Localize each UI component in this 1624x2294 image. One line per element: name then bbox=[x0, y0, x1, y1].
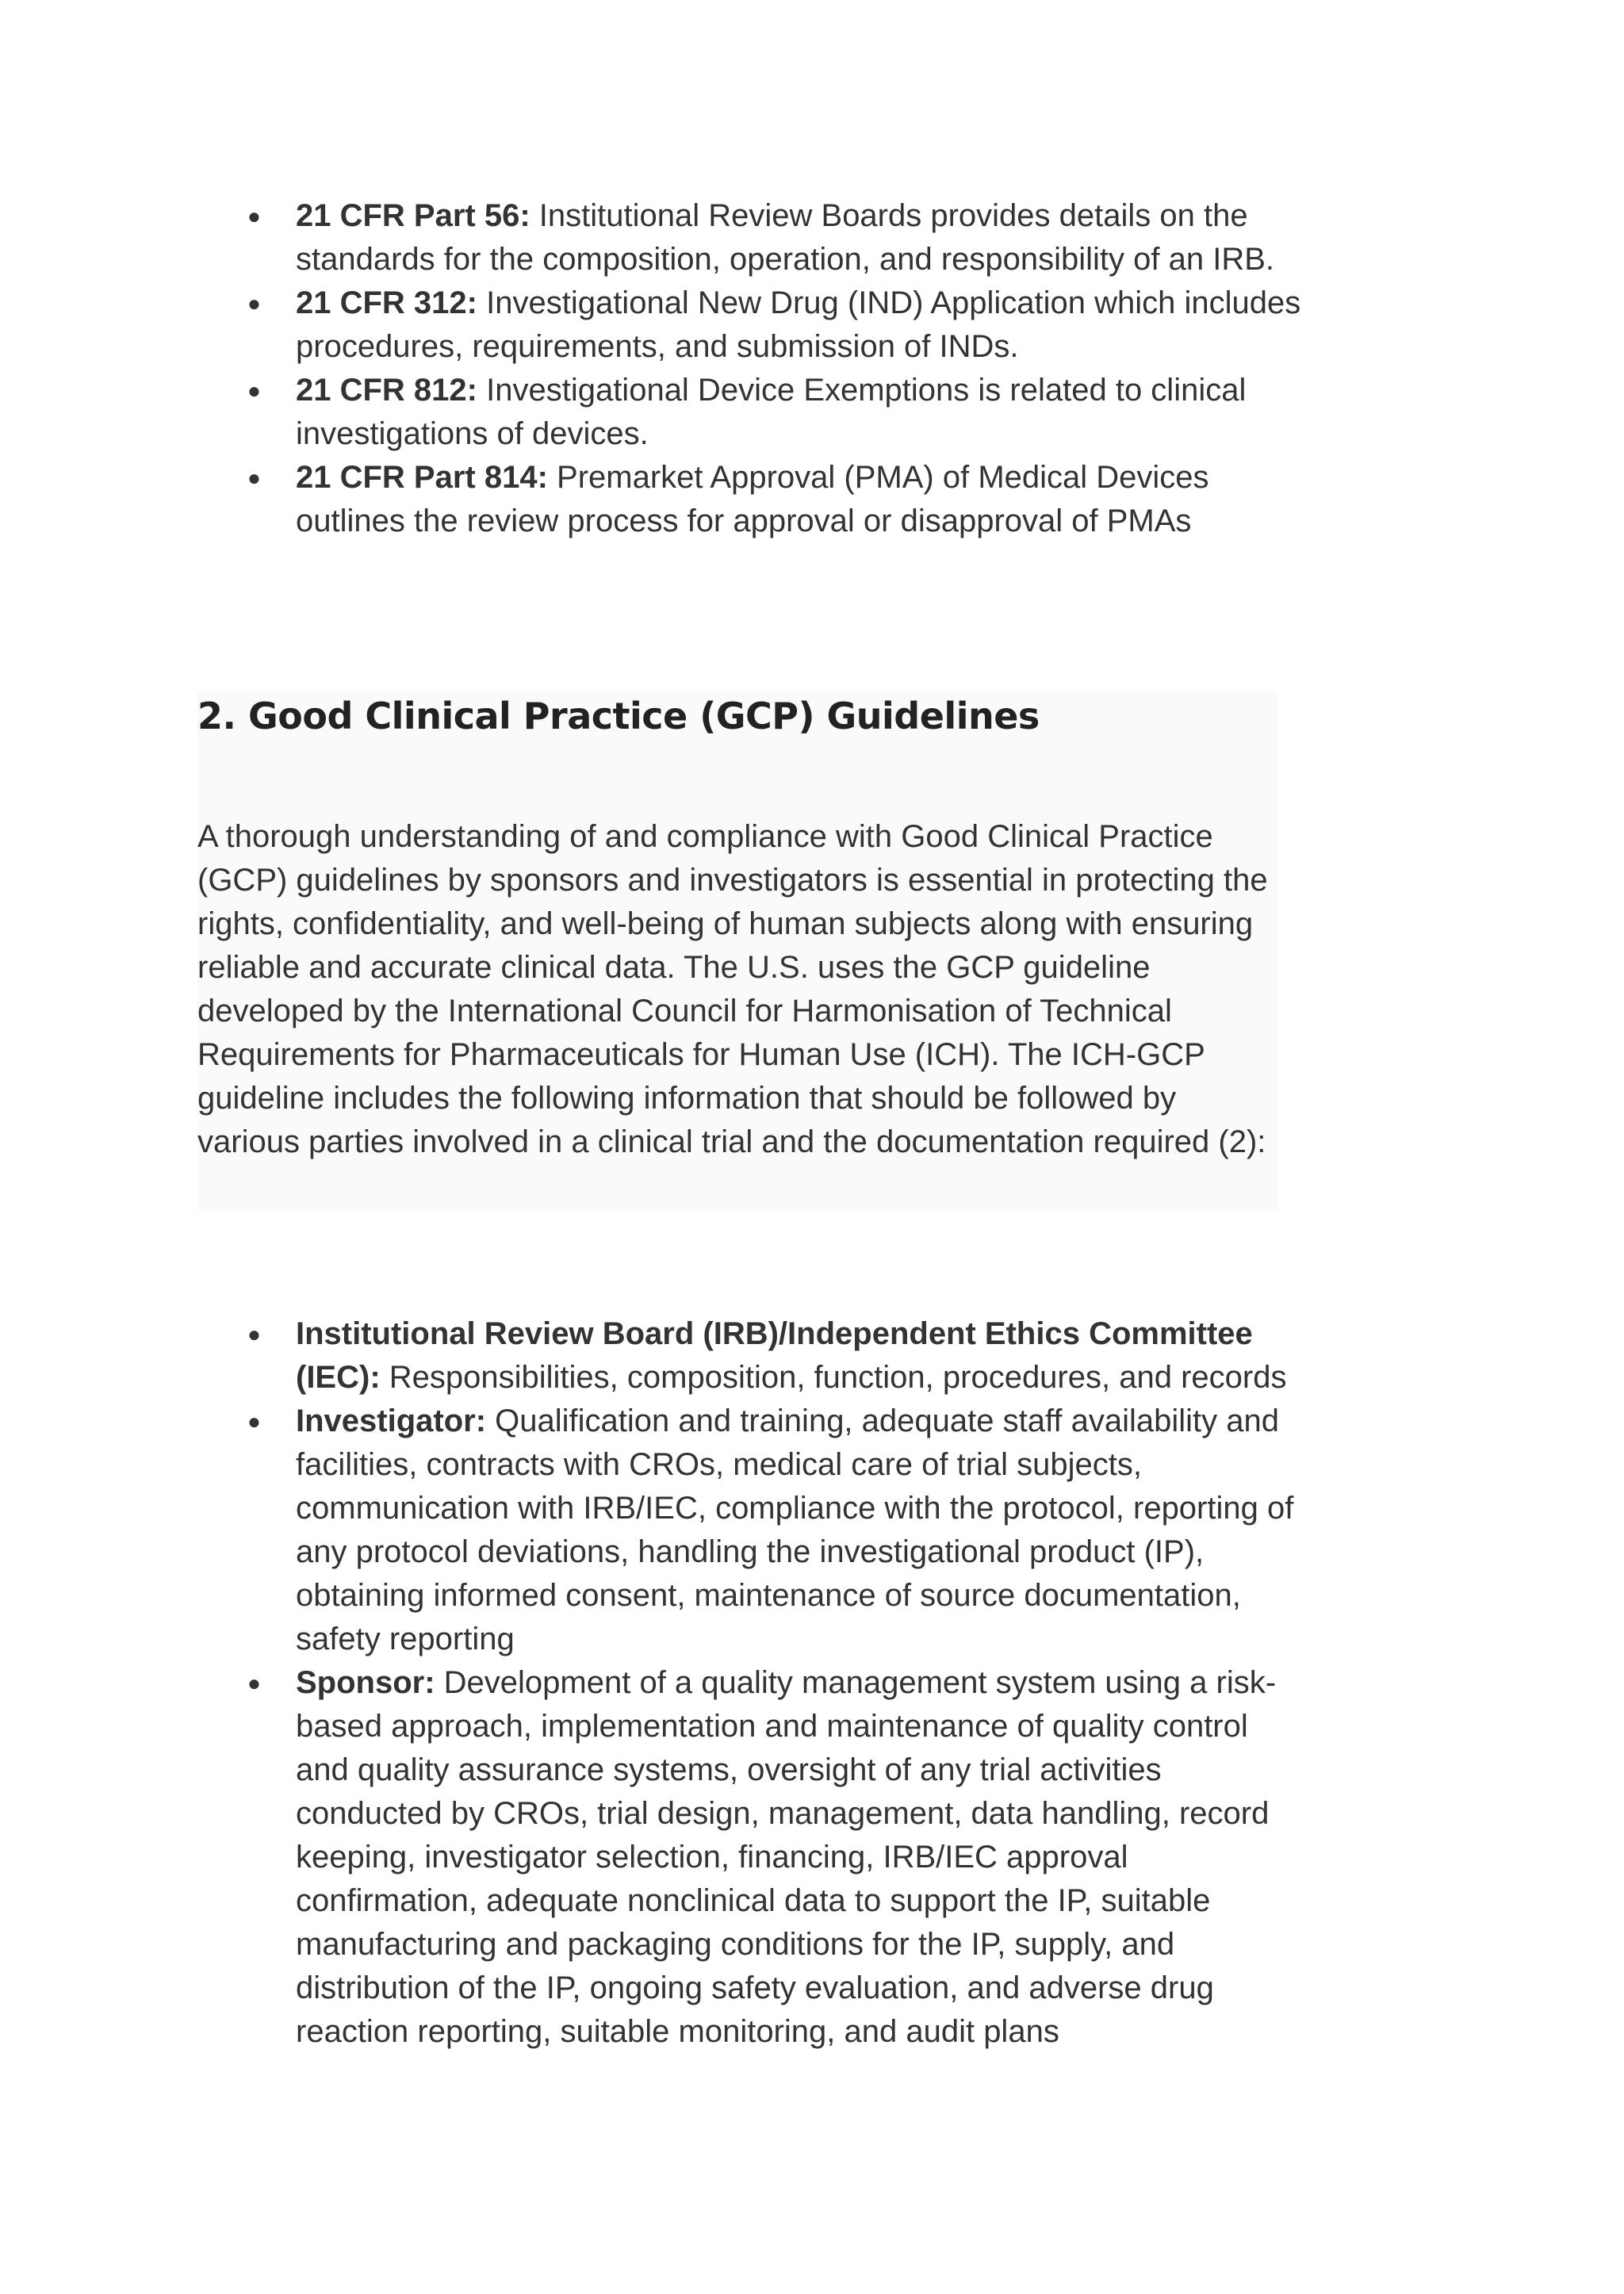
list-item bbox=[242, 1312, 1304, 1400]
list-item-description: Investigational New Drug (IND) Application which includes procedures, requirements, and submission of INDs. bbox=[296, 285, 1301, 364]
list-item-description: Responsibilities, composition, function, procedures, and records bbox=[380, 1360, 1287, 1395]
list-item bbox=[242, 281, 1304, 369]
list-item-description: Development of a quality management system using a risk-based approach, implementation and maintenance of quality control and quality assurance systems, oversight of any trial activities conducted by CROs, trial design, management, data handling, record keeping, investigator selection, financing, IRB/IEC approval confirmation, adequate nonclinical data to support the IP, suitable manufacturing and packaging conditions for the IP, supply, and distribution of the IP, ongoing safety evaluation, and adverse drug reaction reporting, suitable monitoring, and audit plans bbox=[296, 1665, 1277, 2049]
list-item-term: 21 CFR Part 56: bbox=[296, 198, 530, 233]
list-item-description: Qualification and training, adequate staff availability and facilities, contracts with CROs, medical care of trial subjects, communication with IRB/IEC, compliance with the protocol, reporting of any protocol deviations, handling the investigational product (IP), obtaining informed consent, maintenance of source documentation, safety reporting bbox=[296, 1404, 1294, 1656]
gcp-parties-list bbox=[242, 1312, 1304, 2054]
list-item-description: Premarket Approval (PMA) of Medical Devices outlines the review process for approval or disapproval of PMAs bbox=[296, 460, 1209, 538]
bullet-icon: ● bbox=[247, 204, 261, 228]
section-heading: 2. Good Clinical Practice (GCP) Guidelines bbox=[197, 695, 1040, 737]
list-item bbox=[242, 194, 1304, 281]
list-item-term: Sponsor: bbox=[296, 1665, 435, 1700]
bullet-icon: ● bbox=[247, 378, 261, 403]
list-item-term: 21 CFR Part 814: bbox=[296, 460, 548, 495]
bullet-icon: ● bbox=[247, 1671, 261, 1695]
list-item-term: Institutional Review Board (IRB)/Independent Ethics Committee (IEC): bbox=[296, 1316, 1253, 1395]
section-paragraph: A thorough understanding of and compliance with Good Clinical Practice (GCP) guidelines by sponsors and investigators is essential in protecting the rights, confidentiality, and well-being of human subjects along with ensuring reliable and accurate clinical data. The U.S. uses the GCP guideline developed by the International Council for Harmonisation of Technical Requirements for Pharmaceuticals for Human Use (ICH). The ICH-GCP guideline includes the following information that should be followed by various parties involved in a clinical trial and the documentation required (2): bbox=[197, 819, 1268, 1159]
list-item bbox=[242, 456, 1304, 543]
bullet-icon: ● bbox=[247, 1322, 261, 1346]
bullet-icon: ● bbox=[247, 1409, 261, 1434]
list-item bbox=[242, 369, 1304, 456]
list-item-description: Investigational Device Exemptions is related to clinical investigations of devices. bbox=[296, 373, 1247, 451]
bullet-icon: ● bbox=[247, 291, 261, 316]
list-item-term: 21 CFR 312: bbox=[296, 285, 477, 320]
list-item bbox=[242, 1661, 1304, 2054]
list-item bbox=[242, 1400, 1304, 1661]
cfr-regulations-list bbox=[242, 194, 1304, 543]
list-item-term: 21 CFR 812: bbox=[296, 373, 477, 408]
bullet-icon: ● bbox=[247, 465, 261, 490]
list-item-term: Investigator: bbox=[296, 1404, 487, 1438]
list-item-description: Institutional Review Boards provides details on the standards for the composition, operation, and responsibility of an IRB. bbox=[296, 198, 1275, 277]
